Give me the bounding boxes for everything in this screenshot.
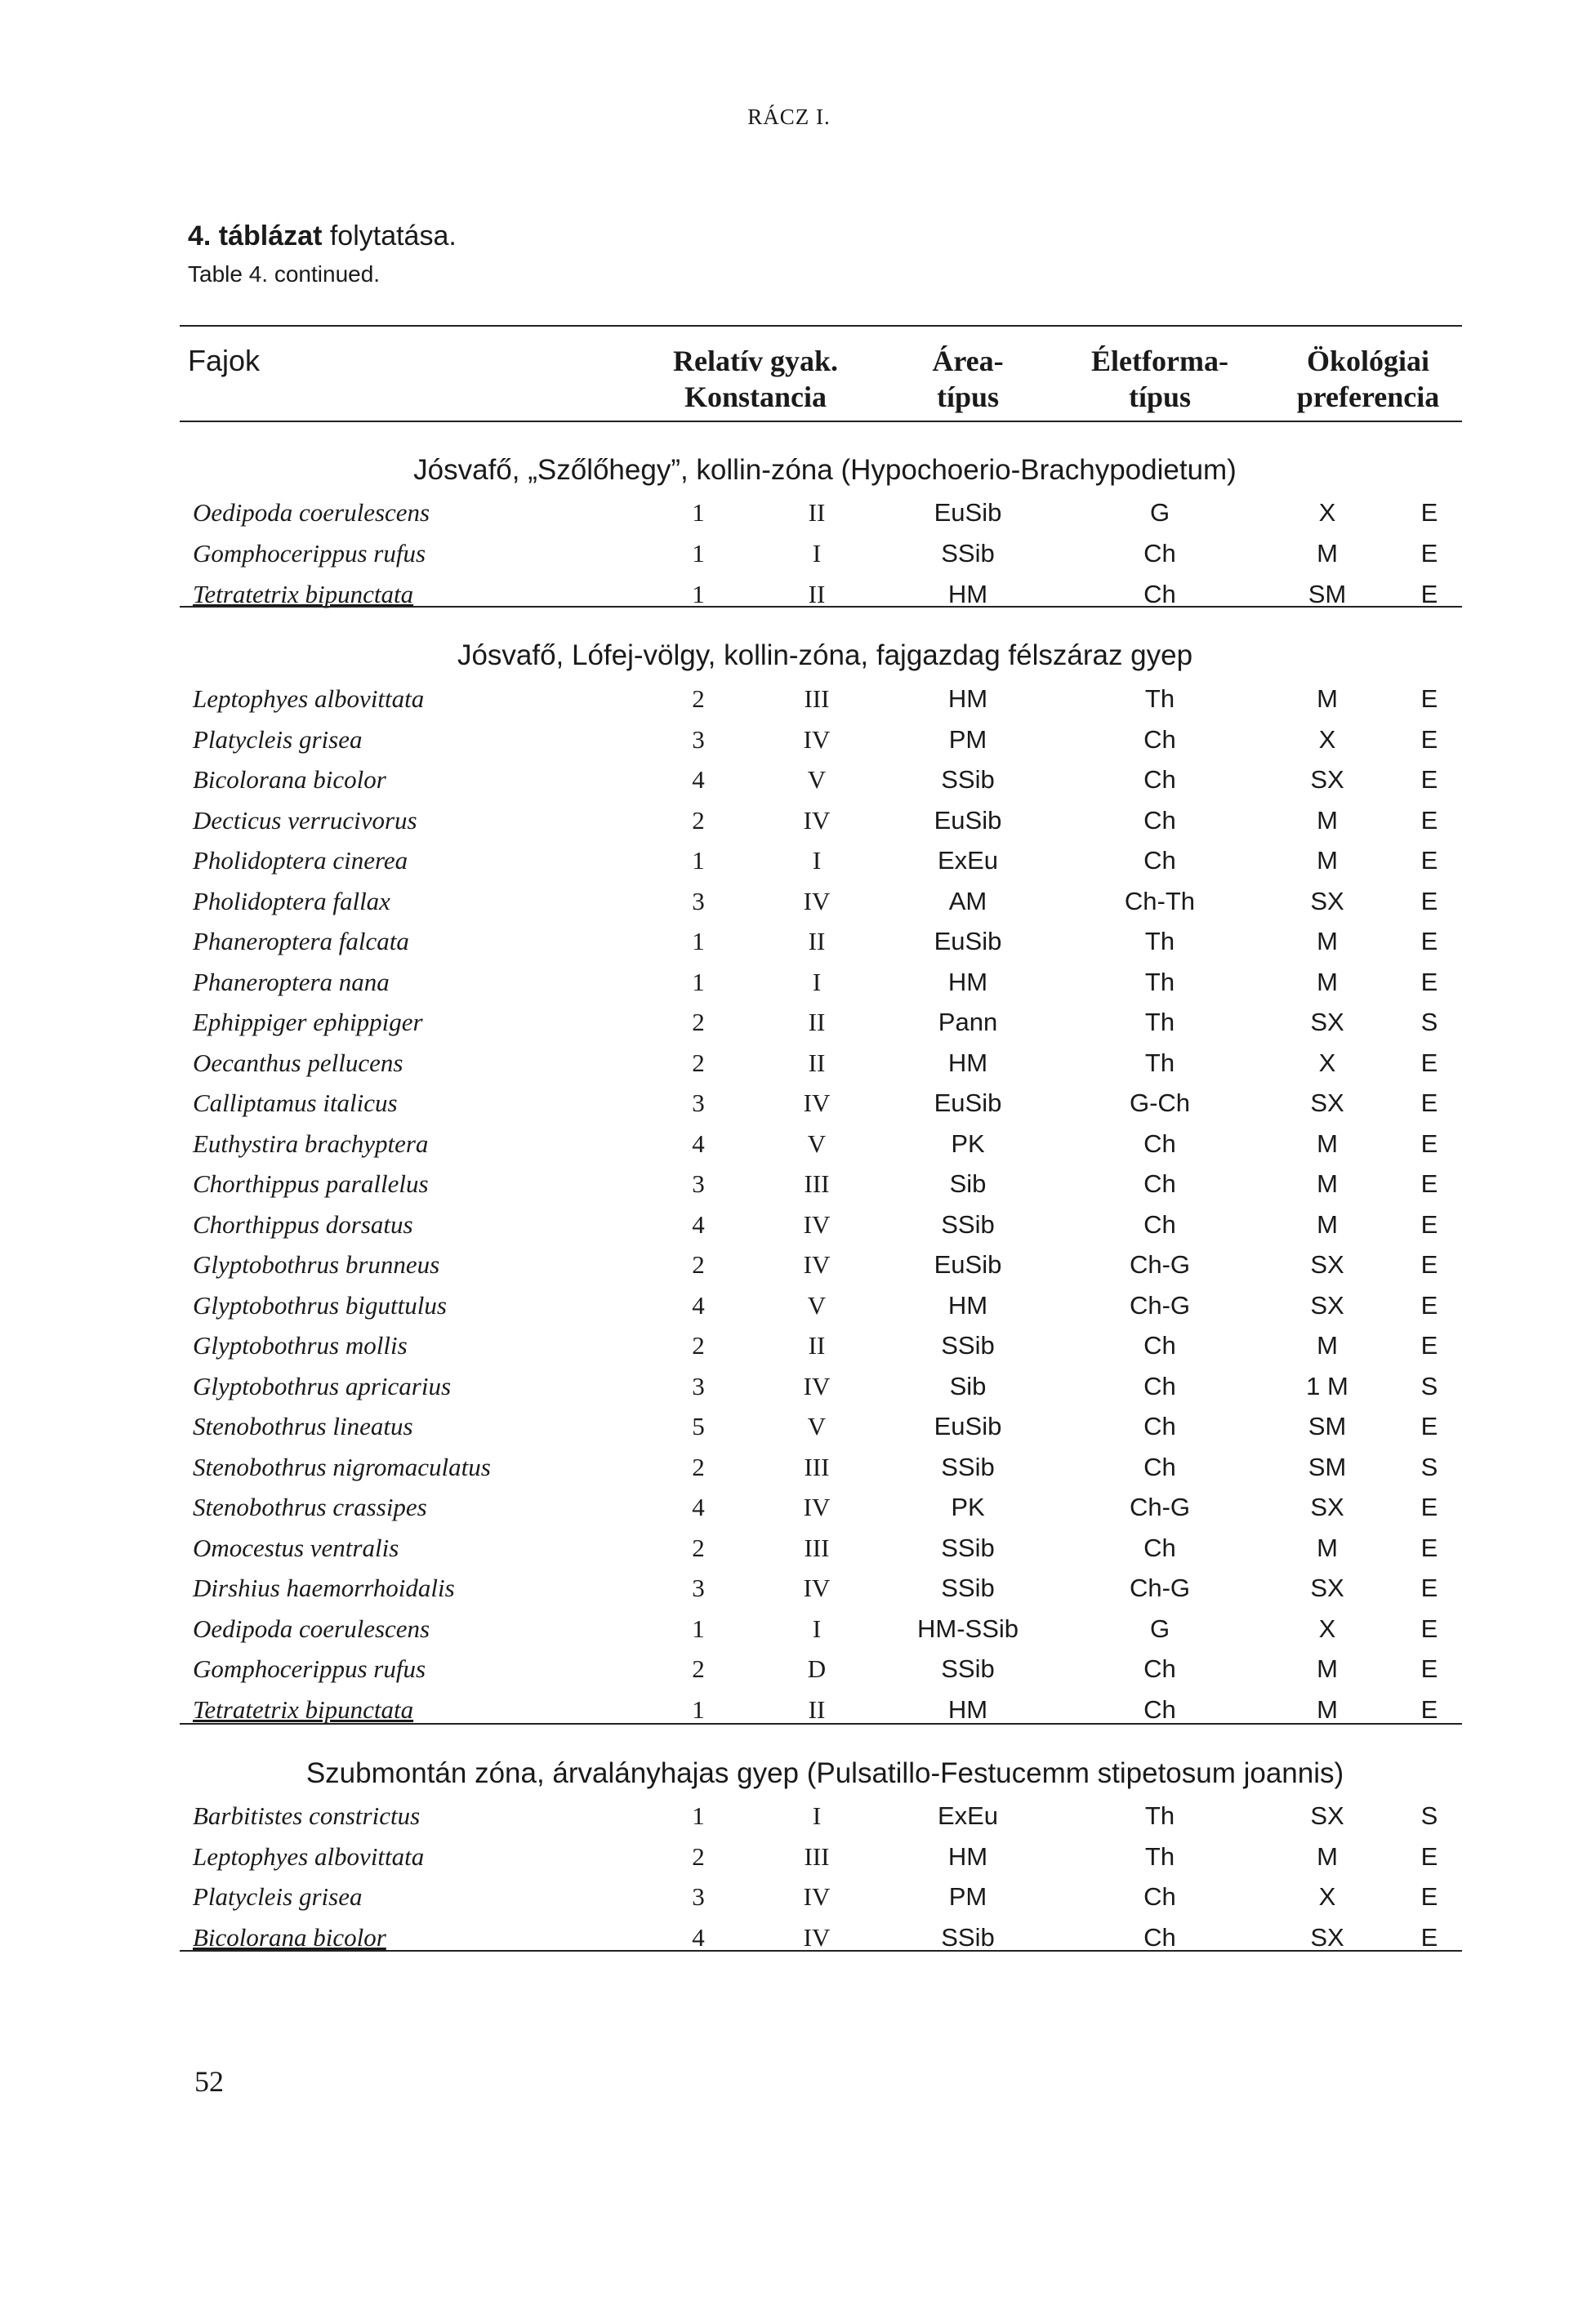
table-row [0,1453,1578,1494]
table-top-rule [180,325,1462,327]
relative-frequency: 4 [692,1493,705,1521]
relative-frequency: 3 [692,1089,705,1117]
relative-frequency: 3 [692,1169,705,1198]
species-name: Pholidoptera fallax [193,886,390,915]
table-caption-text: folytatása. [322,220,457,252]
constancy: I [812,1614,822,1643]
table-bottom-rule [180,1950,1462,1952]
ecological-preference: SX [1310,1008,1344,1036]
table-row [0,1534,1578,1574]
section-end-rule [180,606,1462,608]
relative-frequency: 2 [692,1533,705,1562]
area-type: SSib [941,1533,995,1562]
relative-frequency: 2 [692,1250,705,1279]
ecological-preference: SX [1310,765,1344,794]
species-name: Decticus verrucivorus [193,805,417,835]
species-name: Leptophyes albovittata [193,1841,425,1871]
area-type: EuSib [934,498,1002,527]
section-title-szolohegy: Jósvafő, „Szőlőhegy”, kollin-zóna (Hypochoerio-Brachypodietum) [413,454,1237,486]
relative-frequency: 4 [692,1129,705,1158]
life-form-type: Th [1144,967,1175,996]
table-row [0,1614,1578,1655]
table-row [0,1695,1578,1736]
ecological-preference: SX [1310,1801,1344,1830]
life-form-type: Ch-G [1129,1290,1191,1320]
ecological-preference: M [1317,1533,1338,1562]
area-type: EuSib [934,1412,1002,1440]
species-name: Leptophyes albovittata [193,684,425,713]
area-type: EuSib [934,1089,1002,1117]
ecological-preference: 1 M [1306,1371,1348,1400]
header-eletforma-tipus: típus [1128,381,1192,413]
life-form-type: Th [1144,927,1175,955]
area-type: HM [947,1841,988,1871]
running-head: RÁCZ I. [747,105,831,129]
ecological-preference: M [1317,927,1338,955]
area-type: Sib [949,1371,987,1400]
constancy: II [808,498,826,527]
ecological-preference-class: E [1420,927,1438,955]
species-name: Stenobothrus nigromaculatus [193,1452,491,1481]
life-form-type: G [1149,498,1170,527]
relative-frequency: 4 [692,1209,705,1239]
header-eletforma: Életforma- [1091,345,1228,377]
area-type: SSib [941,1331,995,1360]
table-caption-english: Table 4. continued. [188,261,381,287]
relative-frequency: 1 [692,1614,705,1643]
table-row [0,887,1578,928]
table-row [0,1048,1578,1089]
table-row [0,1801,1578,1842]
ecological-preference: M [1317,1841,1338,1871]
area-type: PM [948,1882,987,1911]
life-form-type: Th [1144,1801,1175,1830]
species-name: Glyptobothrus apricarius [193,1371,452,1400]
constancy: IV [803,805,831,835]
life-form-type: Ch [1143,1371,1176,1400]
ecological-preference: X [1318,498,1336,527]
relative-frequency: 2 [692,1331,705,1360]
ecological-preference-class: E [1420,1290,1438,1320]
ecological-preference-class: E [1420,498,1438,527]
species-name: Oedipoda coerulescens [193,498,430,527]
table-row [0,498,1578,539]
ecological-preference-class: E [1420,1841,1438,1871]
relative-frequency: 2 [692,805,705,835]
species-name: Bicolorana bicolor [193,765,386,794]
relative-frequency: 2 [692,1654,705,1683]
constancy: II [808,1331,826,1360]
constancy: V [807,765,827,794]
life-form-type: Ch [1143,805,1176,835]
ecological-preference-class: E [1420,765,1438,794]
ecological-preference: SM [1308,580,1347,608]
constancy: II [808,927,826,955]
ecological-preference-class: S [1420,1801,1438,1830]
table-row [0,1089,1578,1129]
ecological-preference: M [1317,539,1338,568]
constancy: IV [803,1882,831,1911]
table-row [0,539,1578,580]
relative-frequency: 2 [692,1452,705,1481]
species-name: Bicolorana bicolor [193,1922,386,1952]
section-title-szubmontan: Szubmontán zóna, árvalányhajas gyep (Pulsatillo-Festucemm stipetosum joannis) [305,1757,1344,1789]
life-form-type: Ch [1143,1452,1176,1481]
species-name: Omocestus ventralis [193,1533,399,1562]
relative-frequency: 5 [692,1412,705,1440]
relative-frequency: 2 [692,1008,705,1036]
constancy: IV [803,1371,831,1400]
constancy: IV [803,1089,831,1117]
constancy: V [807,1412,827,1440]
relative-frequency: 3 [692,1371,705,1400]
ecological-preference: SM [1308,1412,1347,1440]
ecological-preference-class: E [1420,1169,1438,1198]
table-row [0,1882,1578,1923]
table-row [0,1210,1578,1251]
relative-frequency: 3 [692,724,705,754]
species-name: Platycleis grisea [193,1882,363,1911]
area-type: HM [947,1694,988,1724]
life-form-type: Ch [1143,1331,1176,1360]
life-form-type: G-Ch [1129,1089,1191,1117]
ecological-preference: SX [1310,1089,1344,1117]
life-form-type: G [1149,1614,1170,1643]
life-form-type: Ch-G [1129,1250,1191,1279]
area-type: EuSib [934,1250,1002,1279]
species-name: Phaneroptera falcata [193,927,409,955]
relative-frequency: 4 [692,1290,705,1320]
table-row [0,1574,1578,1614]
relative-frequency: 1 [692,1801,705,1830]
table-row [0,1923,1578,1964]
life-form-type: Ch [1143,765,1176,794]
area-type: ExEu [937,1801,999,1830]
area-type: SSib [941,765,995,794]
life-form-type: Ch-G [1129,1493,1191,1521]
relative-frequency: 1 [692,498,705,527]
constancy: D [807,1654,827,1683]
table-row [0,968,1578,1008]
species-name: Gomphocerippus rufus [193,539,426,568]
constancy: II [808,1694,826,1724]
ecological-preference: SX [1310,1250,1344,1279]
header-area-tipus: típus [936,381,1000,413]
area-type: HM [947,580,988,608]
table-row [0,806,1578,847]
life-form-type: Ch [1143,1882,1176,1911]
ecological-preference-class: E [1420,805,1438,835]
area-type: AM [948,886,987,915]
table-header-rule [180,421,1462,422]
species-name: Tetratetrix bipunctata [193,1694,414,1724]
constancy: I [812,967,822,996]
area-type: HM [947,1048,988,1077]
constancy: IV [803,1209,831,1239]
ecological-preference-class: E [1420,684,1438,713]
constancy: I [812,846,822,875]
species-name: Chorthippus parallelus [193,1169,429,1198]
area-type: SSib [941,1922,995,1952]
life-form-type: Th [1144,1841,1175,1871]
constancy: IV [803,886,831,915]
constancy: IV [803,1574,831,1602]
life-form-type: Ch [1143,1209,1176,1239]
table-row [0,684,1578,725]
table-caption-hungarian [188,220,457,252]
constancy: III [804,1452,830,1481]
table-row [0,1372,1578,1413]
area-type: HM [947,684,988,713]
ecological-preference-class: E [1420,1614,1438,1643]
table-row [0,1842,1578,1883]
header-area: Área- [932,345,1004,377]
ecological-preference: M [1317,1169,1338,1198]
species-name: Stenobothrus crassipes [193,1493,427,1521]
life-form-type: Ch [1143,1129,1176,1158]
ecological-preference-class: E [1420,1654,1438,1683]
page-number: 52 [194,2065,224,2098]
area-type: EuSib [934,805,1002,835]
area-type: HM [947,967,988,996]
table-row [0,1250,1578,1291]
relative-frequency: 1 [692,967,705,996]
species-name: Ephippiger ephippiger [193,1008,423,1036]
ecological-preference-class: E [1420,1209,1438,1239]
relative-frequency: 2 [692,684,705,713]
ecological-preference: M [1317,1129,1338,1158]
ecological-preference: SX [1310,1290,1344,1320]
species-name: Pholidoptera cinerea [193,846,408,875]
area-type: HM [947,1290,988,1320]
area-type: SSib [941,539,995,568]
species-name: Euthystira brachyptera [193,1129,429,1158]
ecological-preference: SX [1310,1493,1344,1521]
area-type: SSib [941,1574,995,1602]
species-name: Calliptamus italicus [193,1089,398,1117]
table-row [0,1008,1578,1048]
ecological-preference-class: E [1420,1574,1438,1602]
species-name: Gomphocerippus rufus [193,1654,426,1683]
constancy: II [808,1048,826,1077]
ecological-preference-class: E [1420,967,1438,996]
ecological-preference: SX [1310,886,1344,915]
relative-frequency: 1 [692,1694,705,1724]
header-preferencia: preferencia [1296,381,1440,413]
ecological-preference: M [1317,805,1338,835]
species-name: Platycleis grisea [193,724,363,754]
section-title-lofej-volgy: Jósvafő, Lófej-völgy, kollin-zóna, fajgazdag félszáraz gyep [457,639,1193,671]
table-row [0,580,1578,621]
species-name: Oecanthus pellucens [193,1048,403,1077]
life-form-type: Th [1144,1008,1175,1036]
ecological-preference: M [1317,684,1338,713]
life-form-type: Ch [1143,1169,1176,1198]
table-caption-number: 4. táblázat [188,220,323,252]
ecological-preference-class: S [1420,1008,1438,1036]
species-name: Chorthippus dorsatus [193,1209,413,1239]
species-name: Glyptobothrus biguttulus [193,1290,447,1320]
ecological-preference-class: E [1420,1694,1438,1724]
life-form-type: Ch [1143,1694,1176,1724]
ecological-preference: M [1317,1654,1338,1683]
ecological-preference: M [1317,967,1338,996]
ecological-preference-class: E [1420,1922,1438,1952]
ecological-preference: M [1317,1209,1338,1239]
ecological-preference: M [1317,1694,1338,1724]
ecological-preference: SM [1308,1452,1347,1481]
relative-frequency: 3 [692,886,705,915]
ecological-preference: SX [1310,1922,1344,1952]
constancy: IV [803,1493,831,1521]
relative-frequency: 1 [692,846,705,875]
table-row [0,1654,1578,1695]
ecological-preference: X [1318,1614,1336,1643]
ecological-preference: X [1318,1048,1336,1077]
constancy: III [804,1841,830,1871]
species-name: Barbitistes constrictus [193,1801,421,1830]
table-row [0,1291,1578,1332]
section-end-rule [180,1723,1462,1725]
relative-frequency: 2 [692,1048,705,1077]
area-type: Sib [949,1169,987,1198]
species-name: Stenobothrus lineatus [193,1412,413,1440]
ecological-preference-class: E [1420,1129,1438,1158]
constancy: III [804,1169,830,1198]
life-form-type: Ch [1143,1533,1176,1562]
life-form-type: Ch [1143,724,1176,754]
ecological-preference: SX [1310,1574,1344,1602]
area-type: PK [951,1129,985,1158]
table-row [0,1129,1578,1170]
life-form-type: Ch-Th [1124,886,1196,915]
constancy: III [804,1533,830,1562]
table-row [0,765,1578,806]
table-row [0,1412,1578,1453]
constancy: III [804,684,830,713]
ecological-preference: M [1317,846,1338,875]
constancy: I [812,539,822,568]
species-name: Tetratetrix bipunctata [193,580,414,608]
constancy: IV [803,1922,831,1952]
area-type: SSib [941,1209,995,1239]
life-form-type: Ch [1143,1654,1176,1683]
constancy: IV [803,1250,831,1279]
area-type: HM-SSib [916,1614,1019,1643]
ecological-preference: X [1318,1882,1336,1911]
life-form-type: Th [1144,1048,1175,1077]
table-row [0,846,1578,887]
life-form-type: Ch [1143,580,1176,608]
ecological-preference: X [1318,724,1336,754]
table-row [0,1493,1578,1534]
relative-frequency: 2 [692,1841,705,1871]
ecological-preference-class: E [1420,1048,1438,1077]
constancy: I [812,1801,822,1830]
table-row [0,1331,1578,1372]
ecological-preference-class: E [1420,1533,1438,1562]
area-type: SSib [941,1654,995,1683]
relative-frequency: 3 [692,1882,705,1911]
ecological-preference-class: S [1420,1371,1438,1400]
ecological-preference-class: E [1420,1882,1438,1911]
ecological-preference-class: E [1420,1089,1438,1117]
constancy: IV [803,724,831,754]
relative-frequency: 1 [692,580,705,608]
area-type: EuSib [934,927,1002,955]
ecological-preference-class: E [1420,846,1438,875]
species-name: Glyptobothrus mollis [193,1331,408,1360]
area-type: ExEu [937,846,999,875]
relative-frequency: 1 [692,927,705,955]
table-row [0,1169,1578,1210]
ecological-preference-class: E [1420,1412,1438,1440]
header-fajok: Fajok [188,344,261,377]
ecological-preference-class: E [1420,1493,1438,1521]
species-name: Dirshius haemorrhoidalis [193,1574,455,1602]
area-type: PM [948,724,987,754]
header-konstancia: Konstancia [684,381,827,413]
ecological-preference-class: E [1420,539,1438,568]
life-form-type: Th [1144,684,1175,713]
header-okologiai: Ökológiai [1306,345,1430,377]
constancy: V [807,1290,827,1320]
species-name: Oedipoda coerulescens [193,1614,430,1643]
constancy: V [807,1129,827,1158]
life-form-type: Ch [1143,539,1176,568]
header-relativ-gyak: Relatív gyak. [673,345,838,377]
ecological-preference-class: E [1420,886,1438,915]
ecological-preference-class: E [1420,1250,1438,1279]
constancy: II [808,1008,826,1036]
ecological-preference-class: E [1420,724,1438,754]
ecological-preference-class: E [1420,1331,1438,1360]
life-form-type: Ch [1143,1922,1176,1952]
species-name: Phaneroptera nana [193,967,390,996]
relative-frequency: 3 [692,1574,705,1602]
ecological-preference-class: S [1420,1452,1438,1481]
area-type: SSib [941,1452,995,1481]
table-row [0,725,1578,766]
area-type: PK [951,1493,985,1521]
relative-frequency: 4 [692,765,705,794]
area-type: Pann [938,1008,998,1036]
life-form-type: Ch-G [1129,1574,1191,1602]
life-form-type: Ch [1143,1412,1176,1440]
relative-frequency: 4 [692,1922,705,1952]
ecological-preference: M [1317,1331,1338,1360]
relative-frequency: 1 [692,539,705,568]
life-form-type: Ch [1143,846,1176,875]
constancy: II [808,580,826,608]
table-row [0,927,1578,968]
species-name: Glyptobothrus brunneus [193,1250,440,1279]
ecological-preference-class: E [1420,580,1438,608]
